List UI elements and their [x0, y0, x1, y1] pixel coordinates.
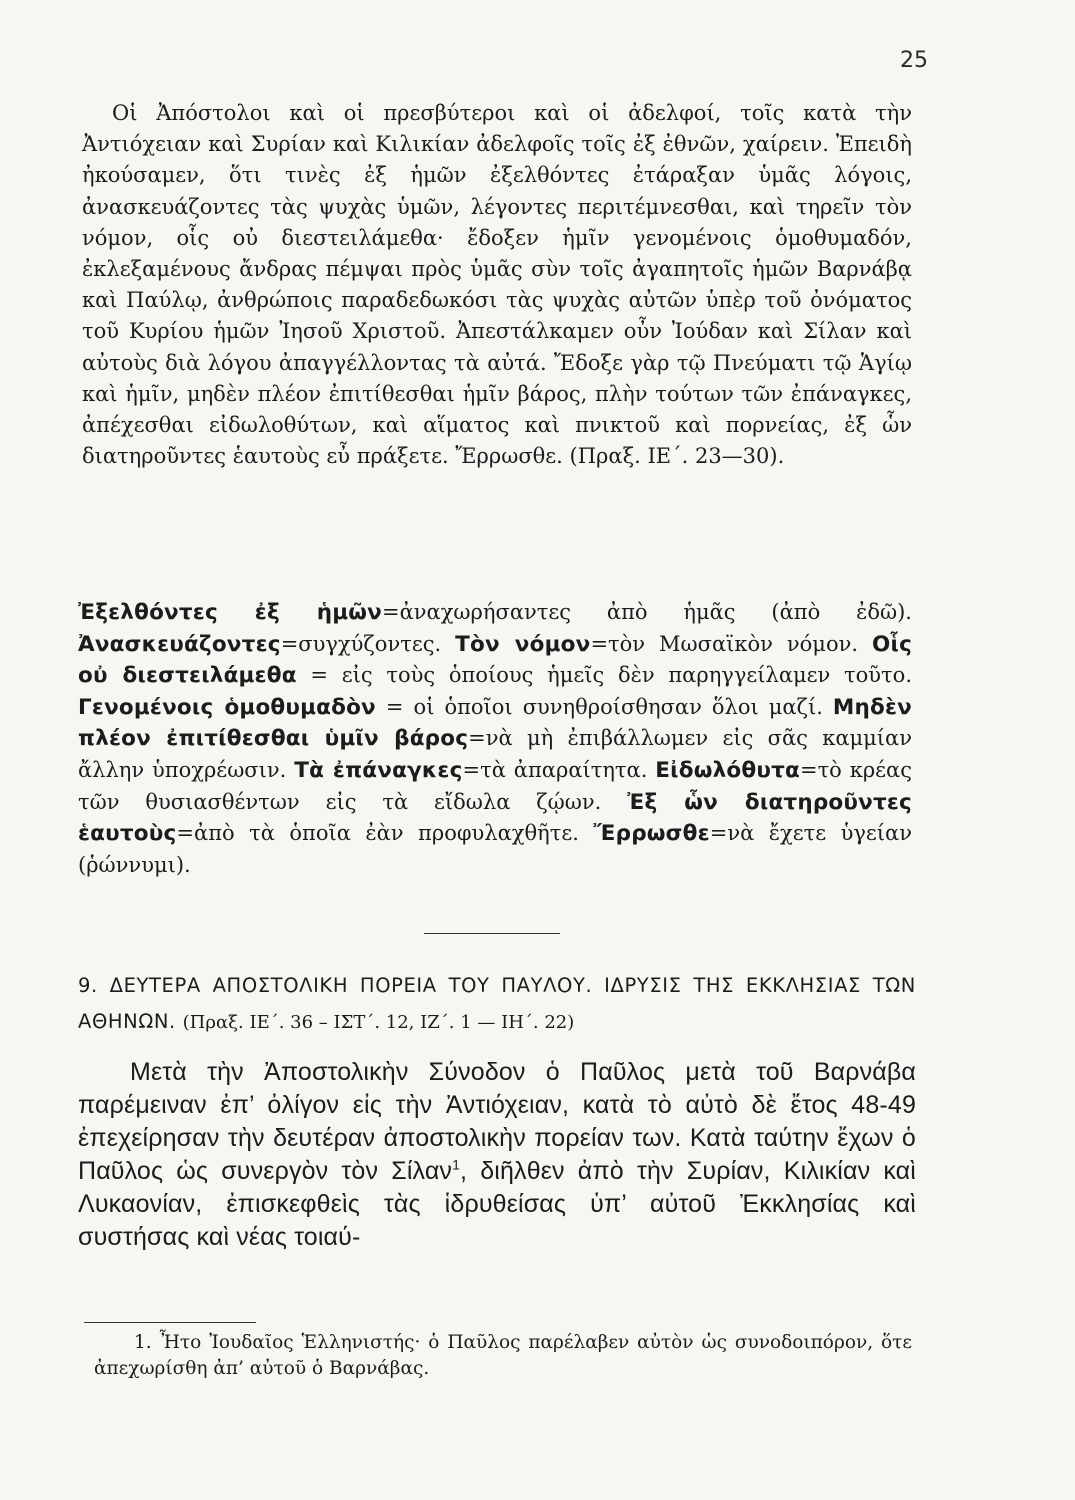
glossary-definition: = οἱ ὁποῖοι συνηθροίσθησαν ὅλοι μαζί.	[375, 694, 833, 719]
glossary-definition: =συγχύζοντες.	[280, 631, 456, 656]
glossary-definition: = εἰς τοὺς ὁποίους ἡμεῖς δὲν παρηγγείλαμεν τοῦτο.	[296, 663, 912, 688]
footnote-marker[interactable]: 1	[452, 1156, 461, 1173]
narrative-paragraph	[78, 1056, 916, 1254]
glossary-paragraph	[78, 597, 912, 881]
footnote-rule	[84, 1322, 256, 1323]
glossary-term: Τὸν νόμον	[455, 631, 591, 657]
section-divider	[424, 933, 560, 934]
glossary-term: Ἐξ ὧν διατηροῦντες ἑαυτοὺς	[78, 789, 913, 847]
glossary-definition: =τὰ ἀπαραίτητα.	[462, 757, 656, 782]
glossary-term: Τὰ ἐπάναγκες	[294, 757, 463, 783]
apostolic-letter-text: Οἱ Ἀπόστολοι καὶ οἱ πρεσβύτεροι καὶ οἱ ἀδελφοί, τοῖς κατὰ τὴν Ἀντιόχειαν καὶ Συρίαν καὶ Κιλικίαν ἀδελφοῖς τοῖς ἐξ ἐθνῶν, χαίρειν. Ἐπειδὴ ἠκούσαμεν, ὅτι τινὲς ἐξ ἡμῶν ἐξελθόντες ἐτάραξαν ὑμᾶς λόγοις, ἀνασκευάζοντες τὰς ψυχὰς ὑμῶν, λέγοντες περιτέμνεσθαι, καὶ τηρεῖν τὸν νόμον, οἷς οὐ διεστειλάμεθα· ἔδοξεν ἡμῖν γενομένοις ὁμοθυμαδόν, ἐκλεξαμένους ἄνδρας πέμψαι πρὸς ὑμᾶς σὺν τοῖς ἀγαπητοῖς ἡμῶν Βαρνάβᾳ καὶ Παύλῳ, ἀνθρώποις παραδεδωκόσι τὰς ψυχὰς αὐτῶν ὑπὲρ τοῦ ὀνόματος τοῦ Κυρίου ἡμῶν Ἰησοῦ Χριστοῦ. Ἀπεστάλκαμεν οὖν Ἰούδαν καὶ Σίλαν καὶ αὐτοὺς διὰ λόγου ἀπαγγέλλοντας τὰ αὐτά. Ἔδοξε γὰρ τῷ Πνεύματι τῷ Ἁγίῳ καὶ ἡμῖν, μηδὲν πλέον ἐπιτίθεσθαι ἡμῖν βάρος, πλὴν τούτων τῶν ἐπάναγκες, ἀπέχεσθαι εἰδωλοθύτων, καὶ αἵματος καὶ πνικτοῦ καὶ πορνείας, ἐξ ὧν διατηροῦντες ἑαυτοὺς εὖ πράξετε. Ἔρρωσθε. (Πραξ. ΙΕ΄. 23—30).	[82, 101, 912, 469]
glossary-definition: =νὰ μὴ ἐπιβάλλωμεν εἰς σᾶς καμμίαν ἄλλην ὑποχρέωσιν.	[78, 726, 912, 782]
section-heading	[78, 968, 916, 1041]
glossary-term: Ἀνασκευάζοντες	[78, 631, 281, 657]
section-reference: (Πραξ. ΙΕ΄. 36 – ΙΣΤ΄. 12, ΙΖ΄. 1 — ΙΗ΄. 22)	[182, 1012, 575, 1033]
glossary-term: Εἰδωλόθυτα	[655, 757, 800, 783]
glossary-definition: =τὸν Μωσαϊκὸν νόμον.	[590, 631, 873, 656]
glossary-definition: =νὰ ἔχετε ὑγείαν (ῥώννυμι).	[78, 821, 912, 877]
glossary-term: Γενομένοις ὁμοθυμαδὸν	[78, 694, 376, 720]
glossary-term: Μηδὲν πλέον ἐπιτίθεσθαι ὑμῖν βάρος	[78, 694, 912, 752]
section-title: 9. ΔΕΥΤΕΡΑ ΑΠΟΣΤΟΛΙΚΗ ΠΟΡΕΙΑ ΤΟΥ ΠΑΥΛΟΥ. ΙΔΡΥΣΙΣ ΤΗΣ ΕΚΚΛΗΣΙΑΣ ΤΩΝ ΑΘΗΝΩΝ.	[78, 974, 916, 1033]
glossary-definition: =τὸ κρέας τῶν θυσιασθέντων εἰς τὰ εἴδωλα ζῴων.	[78, 757, 912, 814]
narrative-text: Μετὰ τὴν Ἀποστολικὴν Σύνοδον ὁ Παῦλος μετὰ τοῦ Βαρνάβα παρέμειναν ἐπ’ ὀλίγον εἰς τὴν Ἀντιόχειαν, κατὰ τὸ αὐτὸ δὲ ἔτος 48-49 ἐπεχείρησαν τὴν δευτέραν ἀποστολικὴν πορείαν των. Κατὰ ταύτην ἔχων ὁ Παῦλος ὡς συνεργὸν τὸν Σίλαν	[78, 1058, 916, 1185]
glossary-definition: =ἀπὸ τὰ ὁποῖα ἐὰν προφυλαχθῆτε.	[176, 821, 594, 846]
glossary-term: Ἔρρωσθε	[593, 821, 710, 847]
glossary-definition: =ἀναχωρήσαντες ἀπὸ ἡμᾶς (ἀπὸ ἐδῶ).	[381, 600, 912, 624]
footnote: 1. Ἦτο Ἰουδαῖος Ἑλληνιστής· ὁ Παῦλος παρέλαβεν αὐτὸν ὡς συνοδοιπόρον, ὅτε ἀπεχωρίσθη ἀπ’ αὐτοῦ ὁ Βαρνάβας.	[94, 1332, 912, 1379]
narrative-text-continued: , διῆλθεν ἀπὸ τὴν Συρίαν, Κιλικίαν καὶ Λυκαονίαν, ἐπισκεφθεὶς τὰς ἱδρυθείσας ὑπ’ αὐτοῦ Ἐκκλησίας καὶ συστήσας καὶ νέας τοιαύ-	[78, 1157, 916, 1251]
glossary-term: Ἐξελθόντες ἐξ ἡμῶν	[78, 600, 382, 625]
glossary-term: Οἷς οὐ διεστειλάμεθα	[78, 631, 913, 689]
page-number: 25	[900, 48, 928, 73]
